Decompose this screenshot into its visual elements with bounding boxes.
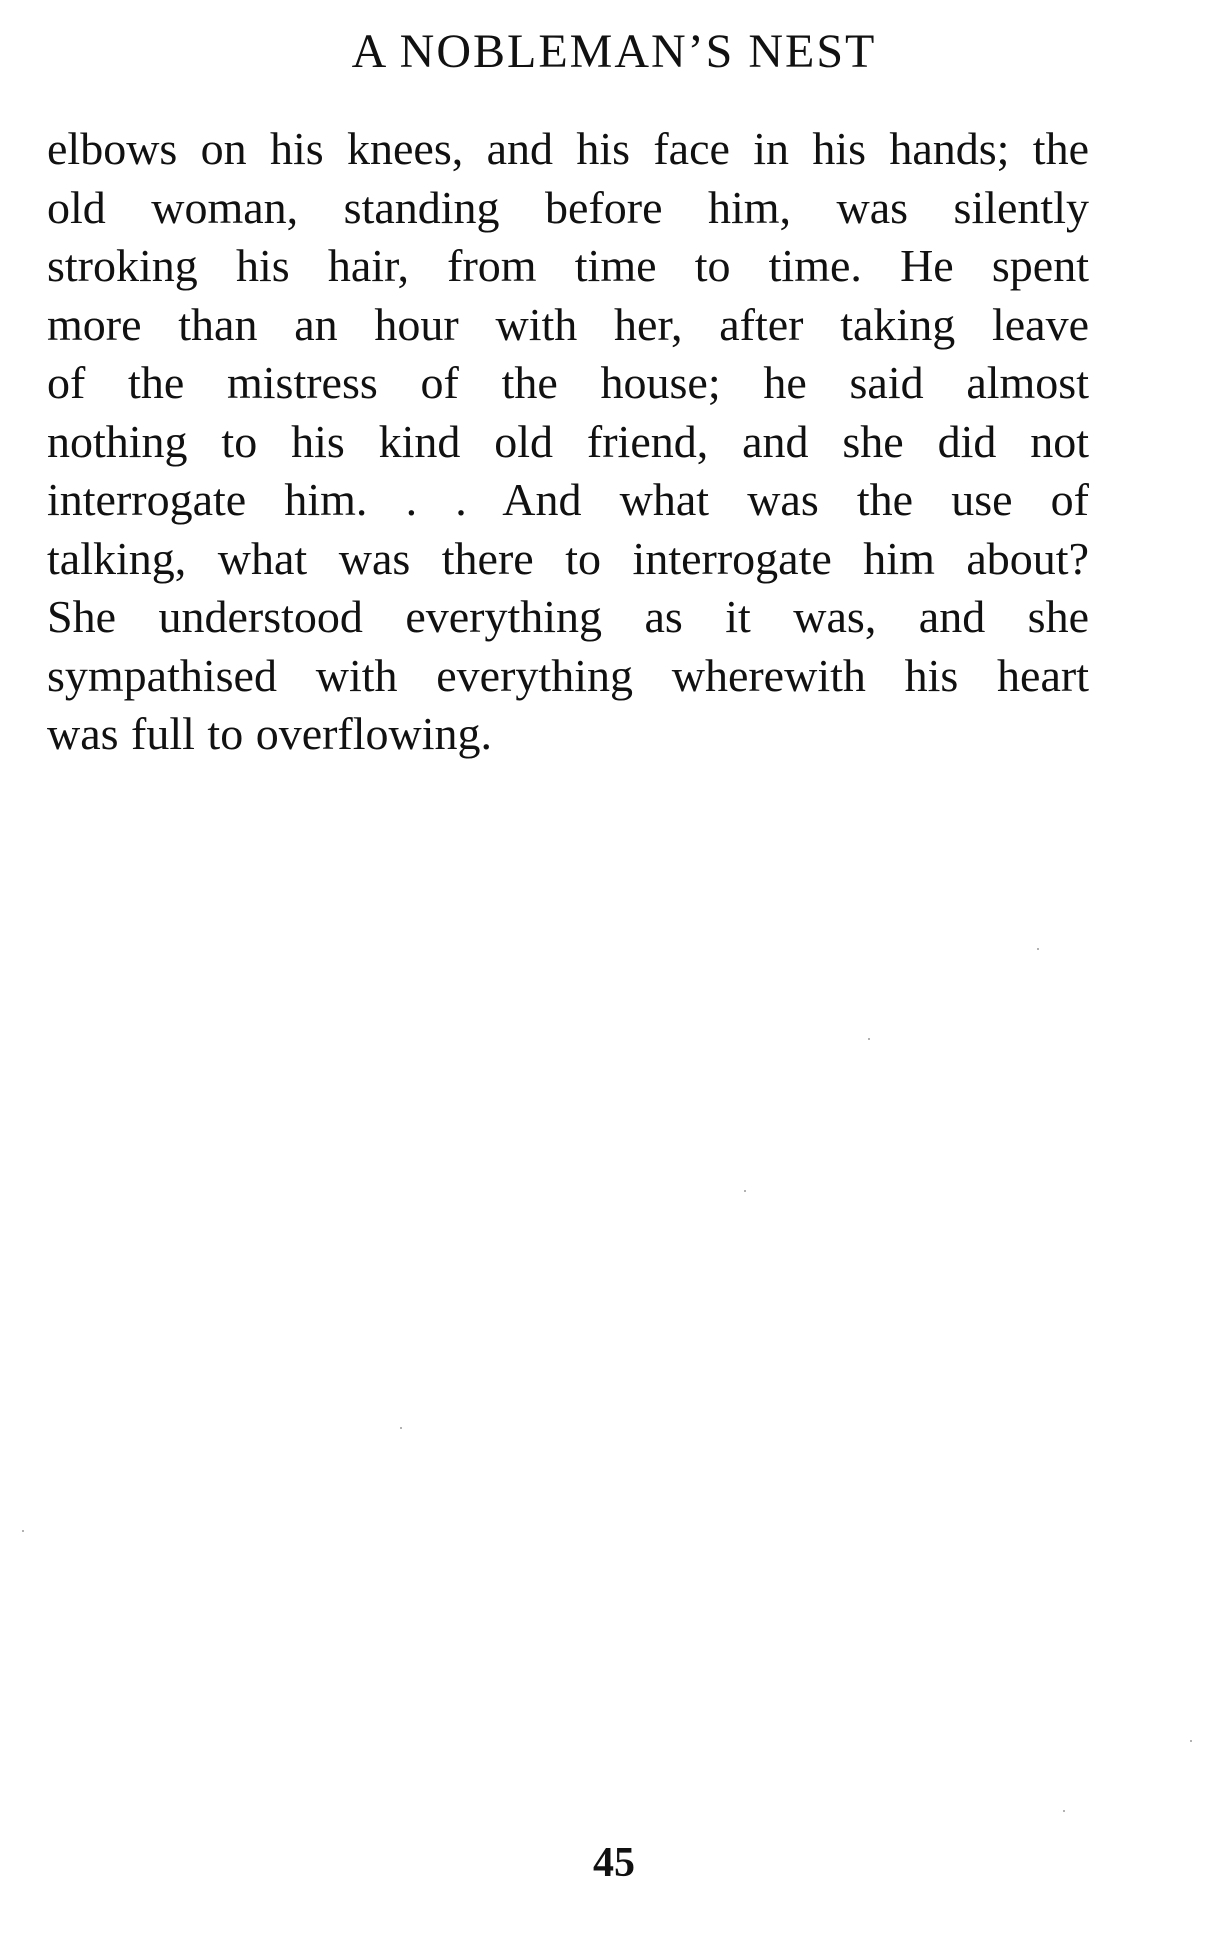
text-line: sympathised with everything wherewith his heart — [47, 649, 1089, 701]
body-text — [47, 120, 1089, 764]
running-head: A NOBLEMAN’S NEST — [351, 25, 877, 78]
text-line-last: was full to overflowing. — [47, 708, 493, 759]
text-line: stroking his hair, from time to time. He spent — [47, 240, 1089, 291]
scan-speck — [744, 1190, 746, 1192]
scan-speck — [1190, 1740, 1192, 1742]
text-line: talking, what was there to interrogate him about? — [47, 532, 1089, 584]
scan-speck — [868, 1038, 870, 1040]
text-line: interrogate him. . . And what was the use of — [47, 474, 1089, 525]
scan-speck — [1063, 1810, 1065, 1812]
scan-speck — [400, 1427, 402, 1429]
text-line: old woman, standing before him, was silently — [47, 181, 1089, 233]
text-line: elbows on his knees, and his face in his hands; the — [47, 123, 1089, 174]
text-line: more than an hour with her, after taking leave — [47, 298, 1089, 350]
scan-speck — [1037, 948, 1039, 950]
text-line: She understood everything as it was, and she — [47, 591, 1089, 642]
text-line: nothing to his kind old friend, and she did not — [47, 415, 1089, 467]
page-number: 45 — [593, 1840, 635, 1886]
text-line: of the mistress of the house; he said almost — [47, 357, 1089, 408]
scan-speck — [22, 1530, 24, 1532]
